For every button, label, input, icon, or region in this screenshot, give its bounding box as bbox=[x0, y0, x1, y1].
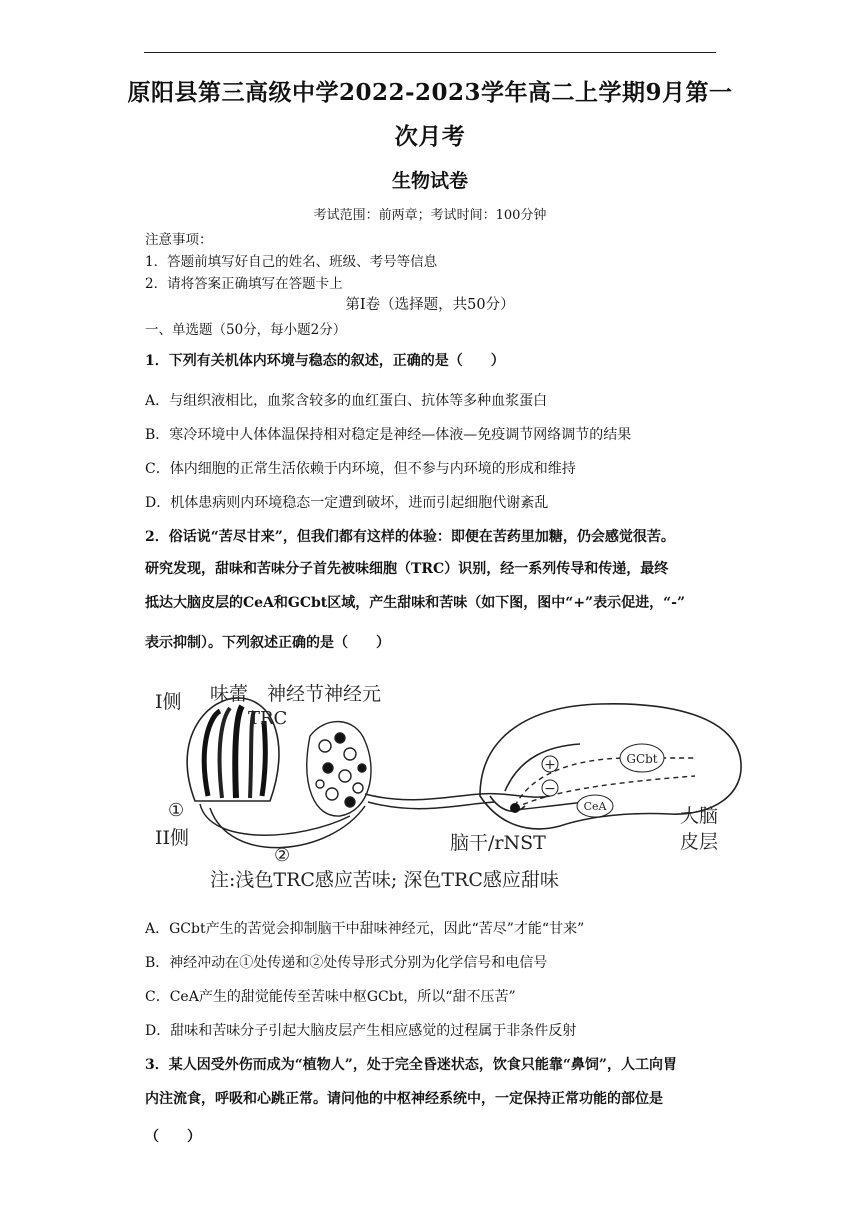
top-rule bbox=[144, 52, 716, 53]
notes-heading: 注意事项： bbox=[145, 232, 213, 248]
question-2-option-b: B．神经冲动在①处传递和②处传导形式分别为化学信号和电信号 bbox=[145, 955, 548, 971]
question-3-stem-line: 3．某人因受外伤而成为“植物人”，处于完全昏迷状态，饮食只能靠“鼻饲”，人工向胃 bbox=[145, 1057, 677, 1073]
minus-label: − bbox=[544, 781, 556, 797]
question-2-option-a: A．GCbt产生的苦觉会抑制脑干中甜味神经元，因此“苦尽”才能“甘来” bbox=[145, 921, 585, 937]
trc-label: TRC bbox=[248, 708, 288, 729]
cea-label: CeA bbox=[583, 800, 607, 813]
circle-2-label: ② bbox=[274, 845, 291, 866]
side-1-label: I侧 bbox=[155, 691, 182, 713]
taste-pathway-figure bbox=[150, 676, 750, 901]
notes-item: 1．答题前填写好自己的姓名、班级、考号等信息 bbox=[145, 254, 438, 270]
brainstem-label: 脑干/rNST bbox=[450, 832, 546, 854]
question-1-option-a: A．与组织液相比，血浆含较多的血红蛋白、抗体等多种血浆蛋白 bbox=[145, 393, 548, 409]
question-2-option-d: D．甜味和苦味分子引起大脑皮层产生相应感觉的过程属于非条件反射 bbox=[145, 1023, 577, 1039]
cortex-label-line1: 大脑 bbox=[680, 805, 719, 827]
taste-bud-label: 味蕾 bbox=[210, 683, 249, 705]
question-2-stem-line: 抵达大脑皮层的CeA和GCbt区域，产生甜味和苦味（如下图，图中“+”表示促进，“-” bbox=[145, 595, 686, 611]
question-1-stem: 1．下列有关机体内环境与稳态的叙述，正确的是（ ） bbox=[145, 353, 505, 369]
part-title: 一、单选题（50分，每小题2分） bbox=[145, 322, 347, 338]
circle-1-label: ① bbox=[168, 800, 185, 821]
question-3-stem-line: （ ） bbox=[145, 1129, 201, 1145]
plus-label: + bbox=[544, 757, 556, 773]
ganglion-illustration bbox=[307, 722, 371, 817]
exam-scope: 考试范围：前两章；考试时间：100分钟 bbox=[313, 208, 547, 223]
question-1-option-c: C．体内细胞的正常生活依赖于内环境，但不参与内环境的形成和维持 bbox=[145, 461, 576, 477]
cortex-label-line2: 皮层 bbox=[680, 831, 719, 853]
question-3-stem-line: 内注流食，呼吸和心跳正常。请问他的中枢神经系统中，一定保持正常功能的部位是 bbox=[145, 1091, 663, 1107]
question-2-stem-line: 研究发现，甜味和苦味分子首先被味细胞（TRC）识别，经一系列传导和传递，最终 bbox=[145, 561, 669, 577]
side-2-label: II侧 bbox=[155, 827, 190, 849]
exam-title-line1: 原阳县第三高级中学2022-2023学年高二上学期9月第一 bbox=[127, 79, 733, 106]
brainstem-neuron bbox=[510, 803, 520, 813]
question-2-stem-line: 2．俗话说“苦尽甘来”，但我们都有这样的体验：即便在苦药里加糖，仍会感觉很苦。 bbox=[145, 529, 675, 545]
notes-item: 2．请将答案正确填写在答题卡上 bbox=[145, 276, 343, 292]
section-title: 第I卷（选择题，共50分） bbox=[345, 297, 515, 313]
subject-title: 生物试卷 bbox=[391, 170, 468, 192]
figure-note: 注:浅色TRC感应苦味; 深色TRC感应甜味 bbox=[210, 869, 559, 891]
exam-title-line2: 次月考 bbox=[394, 123, 466, 150]
question-1-option-b: B．寒冷环境中人体体温保持相对稳定是神经—体液—免疫调节网络调节的结果 bbox=[145, 427, 632, 443]
question-2-stem-line: 表示抑制）。下列叙述正确的是（ ） bbox=[145, 635, 390, 651]
gcbt-label: GCbt bbox=[626, 752, 658, 766]
question-2-option-c: C．CeA产生的甜觉能传至苦味中枢GCbt，所以“甜不压苦” bbox=[145, 989, 516, 1005]
question-1-option-d: D．机体患病则内环境稳态一定遭到破坏，进而引起细胞代谢紊乱 bbox=[145, 495, 549, 511]
ganglion-label: 神经节神经元 bbox=[267, 683, 382, 705]
